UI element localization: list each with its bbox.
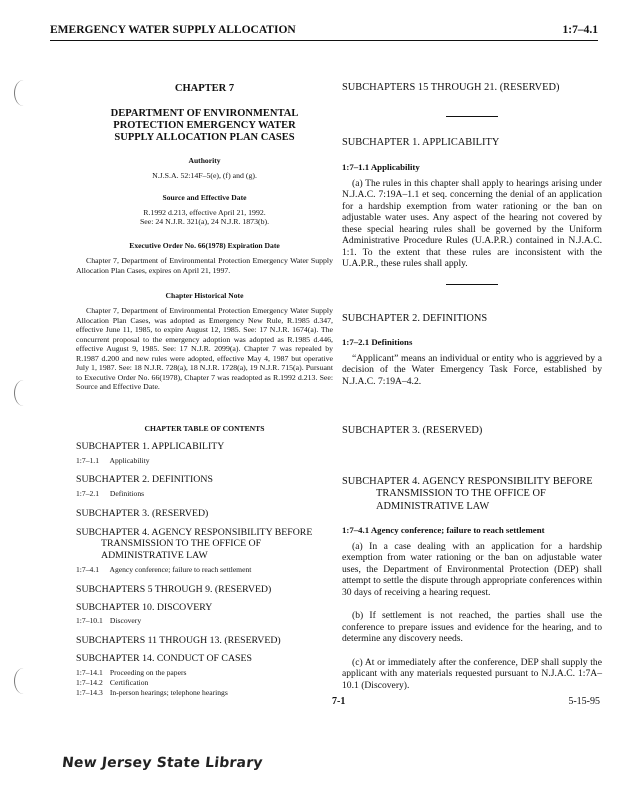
- page-number: 7-1: [332, 696, 346, 707]
- scan-margin-mark: [14, 80, 33, 106]
- header-title: EMERGENCY WATER SUPPLY ALLOCATION: [50, 24, 296, 36]
- historical-note-heading: Chapter Historical Note: [165, 291, 244, 301]
- chapter-title: [76, 108, 333, 144]
- toc-subchapter: SUBCHAPTERS 5 THROUGH 9. (RESERVED): [76, 583, 272, 595]
- authority-text: N.J.S.A. 52:14F–5(e), (f) and (g).: [152, 171, 257, 181]
- subchapter-heading: SUBCHAPTER 3. (RESERVED): [342, 425, 483, 437]
- toc-section: 1:7–4.1 Agency conference; failure to reach settlement: [76, 565, 252, 575]
- library-stamp: New Jersey State Library: [61, 755, 264, 771]
- scan-margin-mark: [14, 668, 33, 694]
- toc-subchapter: SUBCHAPTER 14. CONDUCT OF CASES: [76, 652, 252, 664]
- section-divider: [446, 116, 498, 117]
- toc-section: 1:7–14.2 Certification: [76, 677, 149, 687]
- toc-heading: CHAPTER TABLE OF CONTENTS: [144, 423, 265, 433]
- section-heading: 1:7–1.1 Applicability: [342, 161, 420, 172]
- source-line: See: 24 N.J.R. 321(a), 24 N.J.R. 1873(b).: [139, 217, 270, 227]
- source-line: R.1992 d.213, effective April 21, 1992.: [143, 207, 266, 217]
- toc-subchapter: SUBCHAPTER 3. (RESERVED): [76, 507, 209, 519]
- toc-section: 1:7–2.1 Definitions: [76, 489, 145, 499]
- toc-subchapter: SUBCHAPTER 4. AGENCY RESPONSIBILITY BEFORE TRANSMISSION TO THE OFFICE OF ADMINISTRATIVE LAW: [76, 526, 313, 562]
- chapter-number: CHAPTER 7: [174, 83, 235, 94]
- right-column: [342, 82, 602, 691]
- section-paragraph: (c) At or immediately after the conference, DEP shall supply the applicant with any materials requested pursuant to N.J.A.C. 1:7A–10.1 (Discovery).: [342, 656, 602, 691]
- toc-section: 1:7–14.3 In-person hearings; telephone hearings: [76, 688, 228, 698]
- header-section-number: 1:7–4.1: [562, 24, 598, 36]
- scan-margin-mark: [14, 380, 33, 406]
- subchapter-heading: SUBCHAPTER 1. APPLICABILITY: [342, 137, 500, 149]
- toc-subchapter: SUBCHAPTER 1. APPLICABILITY: [76, 441, 225, 453]
- subchapter-heading: SUBCHAPTER 4. AGENCY RESPONSIBILITY BEFORE TRANSMISSION TO THE OFFICE OF ADMINISTRATIVE LAW: [342, 475, 593, 512]
- subchapter-heading: SUBCHAPTER 2. DEFINITIONS: [342, 312, 488, 324]
- toc-subchapter: SUBCHAPTER 2. DEFINITIONS: [76, 474, 213, 486]
- executive-order-heading: Executive Order No. 66(1978) Expiration Date: [129, 240, 280, 250]
- left-column: [76, 50, 333, 697]
- section-paragraph: (a) The rules in this chapter shall apply to hearings arising under N.J.A.C. 7:19A–1.1 et seq. concerning the denial of an application for a hardship exemption from water rationing or the ban on adjustable water uses. Any aspect of the hearing not covered by these special hearing rules shall be governed by the Uniform Administrative Procedure Rules (U.A.P.R.) contained in N.J.A.C. 1:1. To the extent that these rules are inconsistent with the U.A.P.R., these rules shall apply.: [342, 177, 602, 270]
- chapter-title-line: DEPARTMENT OF ENVIRONMENTAL: [110, 107, 299, 119]
- section-heading: 1:7–2.1 Definitions: [342, 337, 413, 347]
- toc-subchapter: SUBCHAPTERS 11 THROUGH 13. (RESERVED): [76, 634, 281, 646]
- toc-section: 1:7–10.1 Discovery: [76, 616, 142, 626]
- section-paragraph: (a) In a case dealing with an application for a hardship exemption from water rationing or the ban on adjustable water uses, the Department of Environmental Protection (DEP) shall attempt to settle the dispute through appropriate conferences within 30 days of receiving a hearing request.: [342, 540, 602, 598]
- source-heading: Source and Effective Date: [162, 192, 247, 202]
- reserved-subchapters-heading: SUBCHAPTERS 15 THROUGH 21. (RESERVED): [342, 82, 560, 93]
- toc-section: 1:7–1.1 Applicability: [76, 456, 150, 466]
- revision-date: 5-15-95: [568, 696, 600, 707]
- running-header: [50, 22, 598, 41]
- section-paragraph: (b) If settlement is not reached, the parties shall use the conference to prepare issues and evidence for the hearing, and to determine any discovery needs.: [342, 610, 602, 645]
- chapter-title-line: PROTECTION EMERGENCY WATER: [113, 119, 296, 131]
- section-divider: [446, 284, 498, 285]
- authority-heading: Authority: [188, 155, 221, 165]
- chapter-title-line: SUPPLY ALLOCATION PLAN CASES: [114, 131, 295, 143]
- section-paragraph: “Applicant” means an individual or entity who is aggrieved by a decision of the Water Emergency Task Force, established by N.J.A.C. 7:19A–4.2.: [342, 352, 602, 387]
- historical-note-text: Chapter 7, Department of Environmental Protection Emergency Water Supply Allocation Plan Cases, was adopted as Emergency New Rule, R.1985 d.347, effective June 11, 1985, to expire August 12, 1985. See: 17 N.J.R. 1674(a). The concurrent proposal to the emergency adoption was adopted as R.1985 d.446, effective August 9, 1985. See: 17 N.J.R. 2099(a). Chapter 7 was repealed by R.1987 d.200 and new rules were adopted, effective May 4, 1987 but operative July 1, 1987. See: 18 N.J.R. 728(a), 18 N.J.R. 1728(a), 19 N.J.R. 715(a). Pursuant to Executive Order No. 66(1978), Chapter 7 was readopted as R.1992 d.213. See: Source and Effective Date.: [76, 306, 333, 392]
- toc-section: 1:7–14.1 Proceeding on the papers: [76, 667, 187, 677]
- executive-order-text: Chapter 7, Department of Environmental Protection Emergency Water Supply Allocation Plan Cases, expires on April 21, 1997.: [76, 256, 333, 275]
- toc-subchapter: SUBCHAPTER 10. DISCOVERY: [76, 601, 213, 613]
- section-heading: 1:7–4.1 Agency conference; failure to reach settlement: [342, 524, 545, 535]
